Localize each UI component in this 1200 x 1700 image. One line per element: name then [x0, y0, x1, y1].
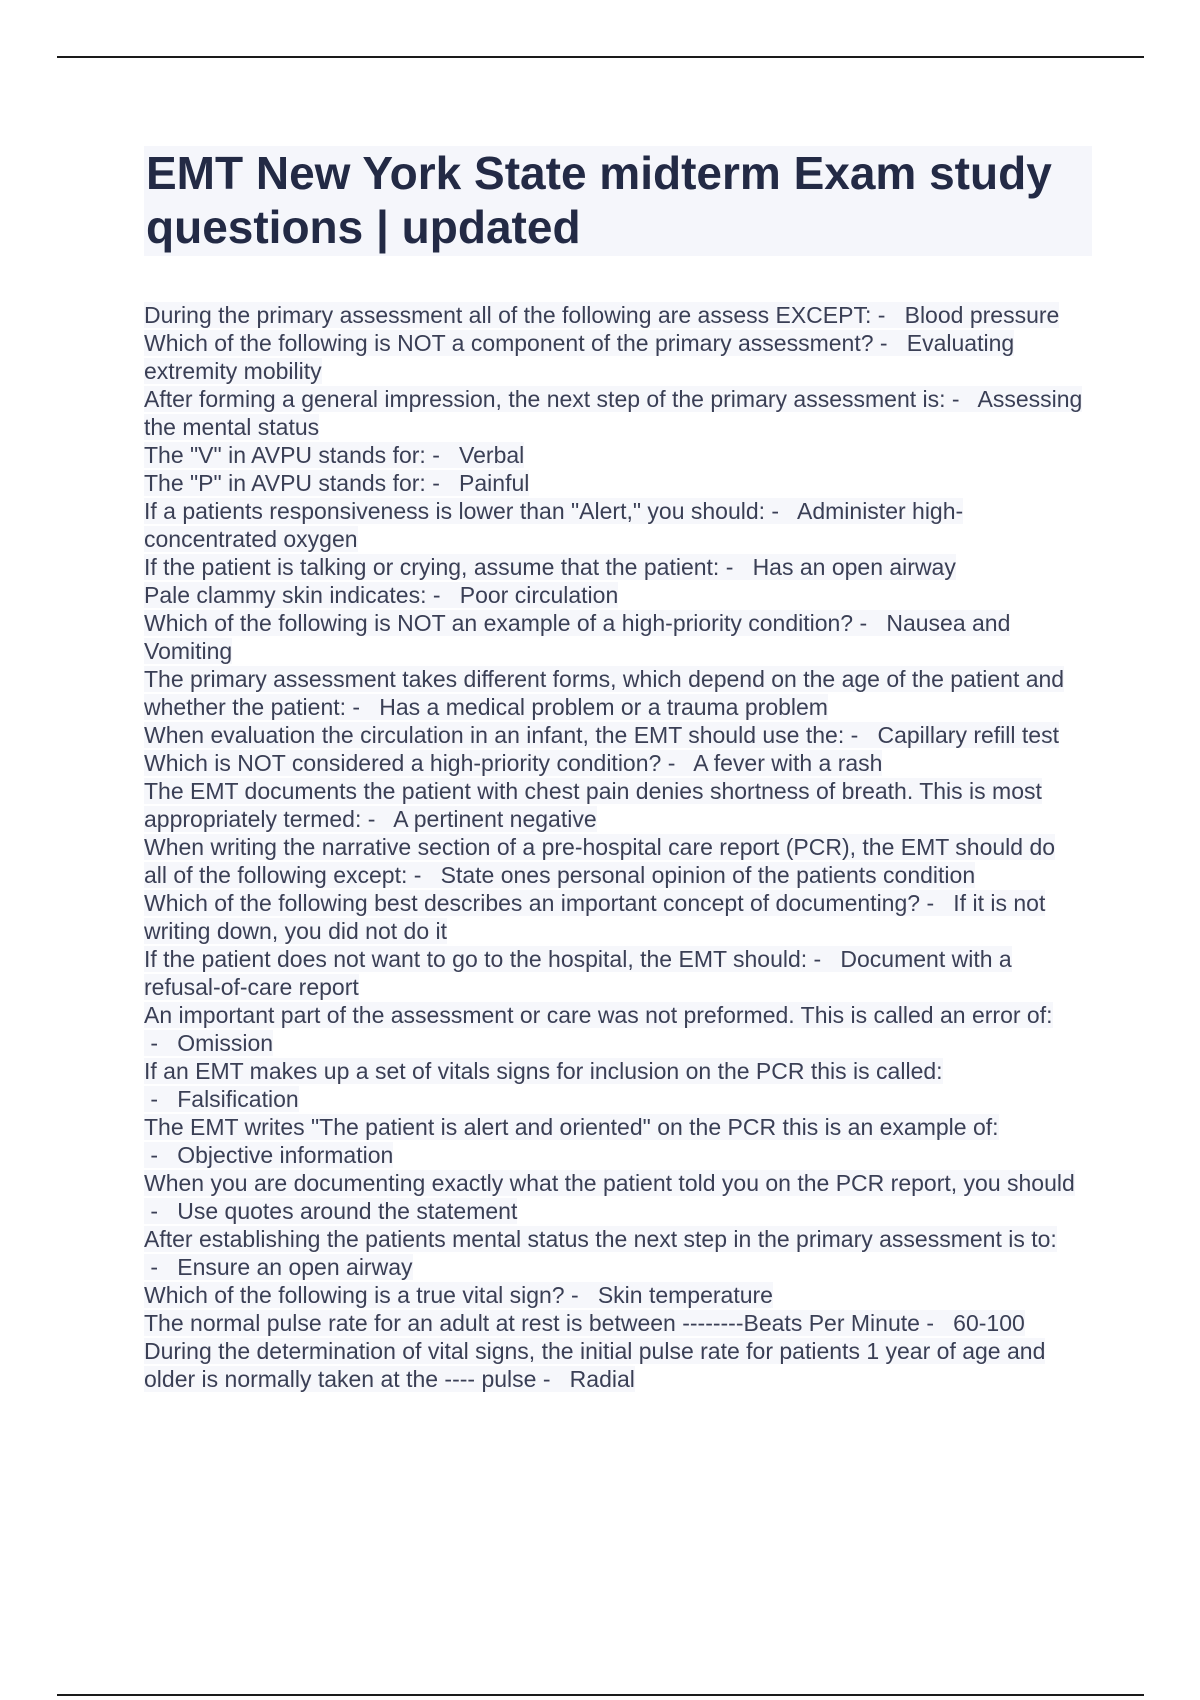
question-text: Which is NOT considered a high-priority condition? [144, 750, 662, 776]
page-title: EMT New York State midterm Exam study questions | updated [146, 147, 1052, 253]
answer-separator: - [661, 750, 694, 776]
answer-separator: - [144, 1254, 178, 1280]
qa-item [144, 441, 1084, 469]
answer-separator: - [407, 862, 441, 888]
qa-text [144, 834, 1055, 888]
answer-text: Nausea and Vomiting [144, 610, 1011, 664]
qa-item [144, 1169, 1084, 1225]
qa-text [144, 890, 1045, 944]
answer-text: Falsification [177, 1086, 299, 1112]
qa-item [144, 553, 1084, 581]
answer-text: Blood pressure [904, 302, 1060, 328]
qa-text [144, 1002, 1053, 1056]
qa-item [144, 301, 1084, 329]
question-list [144, 301, 1084, 1393]
answer-text: Skin temperature [597, 1282, 773, 1308]
answer-separator: - [920, 890, 954, 916]
qa-text [144, 470, 529, 496]
qa-text [144, 946, 1012, 1000]
answer-separator: - [919, 1310, 954, 1336]
question-text: If the patient is talking or crying, assume that the patient: [144, 554, 720, 580]
qa-text [144, 386, 1082, 440]
answer-text: Has an open airway [752, 554, 956, 580]
qa-item [144, 581, 1084, 609]
qa-text [144, 1114, 999, 1168]
qa-text [144, 666, 1064, 720]
answer-separator: - [144, 1086, 178, 1112]
answer-text: Painful [459, 470, 530, 496]
qa-text [144, 330, 1014, 384]
answer-text: If it is not writing down, you did not do it [144, 890, 1046, 944]
answer-separator: - [871, 302, 905, 328]
question-text: When evaluation the circulation in an infant, the EMT should use the: [144, 722, 845, 748]
answer-separator: - [426, 582, 460, 608]
answer-separator: - [807, 946, 841, 972]
qa-text [144, 1338, 1045, 1392]
title-block [144, 146, 1092, 256]
qa-text [144, 722, 1059, 748]
qa-item [144, 945, 1084, 1001]
qa-text [144, 442, 524, 468]
question-text: The EMT writes "The patient is alert and oriented" on the PCR this is an example of: [144, 1114, 999, 1140]
answer-text: Document with a refusal-of-care report [144, 946, 1012, 1000]
question-text: When writing the narrative section of a pre-hospital care report (PCR), the EMT should do all of the following except: [144, 834, 1056, 888]
bottom-rule [57, 1694, 1144, 1696]
question-text: During the determination of vital signs, the initial pulse rate for patients 1 year of age and older is normally taken at the ---- pulse [144, 1338, 1046, 1392]
qa-text [144, 610, 1010, 664]
qa-text [144, 778, 1042, 832]
answer-separator: - [844, 722, 878, 748]
answer-separator: - [425, 470, 460, 496]
answer-text: Objective information [177, 1142, 394, 1168]
answer-separator: - [945, 386, 978, 412]
answer-separator: - [144, 1142, 178, 1168]
answer-separator: - [765, 498, 797, 524]
qa-item [144, 1113, 1084, 1169]
answer-separator: - [536, 1366, 570, 1392]
answer-text: Capillary refill test [877, 722, 1059, 748]
answer-text: 60-100 [953, 1310, 1025, 1336]
question-text: If an EMT makes up a set of vitals signs for inclusion on the PCR this is called: [144, 1058, 943, 1084]
answer-separator: - [564, 1282, 598, 1308]
qa-item [144, 497, 1084, 553]
qa-item [144, 1309, 1084, 1337]
qa-item [144, 1281, 1084, 1309]
answer-text: Radial [569, 1366, 635, 1392]
answer-separator: - [425, 442, 460, 468]
question-text: If a patients responsiveness is lower than "Alert," you should: [144, 498, 766, 524]
question-text: The "V" in AVPU stands for: [144, 442, 426, 468]
top-rule [57, 56, 1144, 58]
question-text: Which of the following is NOT an example of a high-priority condition? [144, 610, 854, 636]
answer-separator: - [144, 1198, 178, 1224]
question-text: An important part of the assessment or care was not preformed. This is called an error of: [144, 1002, 1053, 1028]
question-text: After establishing the patients mental status the next step in the primary assessment is to: [144, 1226, 1057, 1252]
qa-text [144, 750, 882, 776]
answer-text: Administer high-concentrated oxygen [144, 498, 964, 552]
qa-text [144, 1058, 943, 1112]
question-text: After forming a general impression, the next step of the primary assessment is: [144, 386, 946, 412]
answer-separator: - [361, 806, 394, 832]
question-text: When you are documenting exactly what the patient told you on the PCR report, you should [144, 1170, 1075, 1196]
answer-text: Evaluating extremity mobility [144, 330, 1015, 384]
question-text: Pale clammy skin indicates: [144, 582, 427, 608]
answer-text: Omission [177, 1030, 274, 1056]
qa-item [144, 749, 1084, 777]
qa-item [144, 469, 1084, 497]
qa-text [144, 1282, 773, 1308]
qa-item [144, 777, 1084, 833]
answer-text: Verbal [459, 442, 525, 468]
question-text: Which of the following is NOT a component of the primary assessment? [144, 330, 874, 356]
answer-separator: - [719, 554, 753, 580]
question-text: The EMT documents the patient with chest pain denies shortness of breath. This is most appropriately termed: [144, 778, 1042, 832]
question-text: Which of the following best describes an important concept of documenting? [144, 890, 921, 916]
answer-text: State ones personal opinion of the patients condition [440, 862, 976, 888]
qa-item [144, 665, 1084, 721]
answer-text: Assessing the mental status [144, 386, 1083, 440]
qa-item [144, 1337, 1084, 1393]
question-text: The primary assessment takes different forms, which depend on the age of the patient and whether the patient: [144, 666, 1065, 720]
answer-text: Has a medical problem or a trauma problem [379, 694, 828, 720]
qa-item [144, 1001, 1084, 1057]
answer-separator: - [144, 1030, 178, 1056]
question-text: The normal pulse rate for an adult at rest is between --------Beats Per Minute [144, 1310, 920, 1336]
answer-separator: - [346, 694, 380, 720]
qa-item [144, 609, 1084, 665]
qa-text [144, 1310, 1025, 1336]
qa-text [144, 302, 1059, 328]
answer-text: A fever with a rash [693, 750, 883, 776]
qa-text [144, 582, 618, 608]
answer-text: Poor circulation [459, 582, 619, 608]
qa-text [144, 1226, 1057, 1280]
qa-text [144, 498, 963, 552]
question-text: Which of the following is a true vital sign? [144, 1282, 565, 1308]
qa-item [144, 1057, 1084, 1113]
qa-item [144, 385, 1084, 441]
question-text: During the primary assessment all of the following are assess EXCEPT: [144, 302, 872, 328]
qa-item [144, 1225, 1084, 1281]
question-text: The "P" in AVPU stands for: [144, 470, 426, 496]
answer-text: Ensure an open airway [177, 1254, 413, 1280]
qa-text [144, 554, 956, 580]
answer-text: Use quotes around the statement [177, 1198, 518, 1224]
answer-text: A pertinent negative [393, 806, 597, 832]
qa-text [144, 1170, 1075, 1224]
qa-item [144, 721, 1084, 749]
qa-item [144, 833, 1084, 889]
answer-separator: - [853, 610, 887, 636]
question-text: If the patient does not want to go to the hospital, the EMT should: [144, 946, 808, 972]
qa-item [144, 889, 1084, 945]
qa-item [144, 329, 1084, 385]
answer-separator: - [873, 330, 907, 356]
